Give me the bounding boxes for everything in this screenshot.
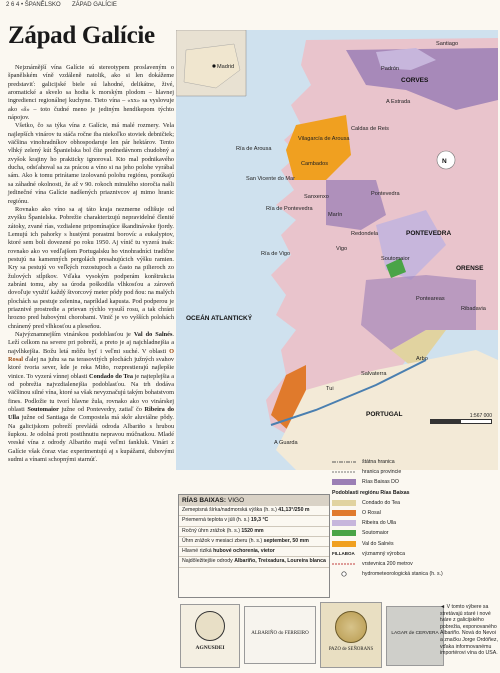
svg-text:PONTEVEDRA: PONTEVEDRA: [406, 230, 452, 237]
legend-item: hydrometeorologická stanica (h. s.): [332, 569, 498, 579]
legend-item: Val do Salnés: [332, 539, 498, 549]
wine-label: LAGAR de CERVERA: [386, 606, 444, 666]
svg-text:Tui: Tui: [326, 386, 334, 392]
svg-text:San Vicente do Mar: San Vicente do Mar: [246, 176, 296, 182]
legend-header: Podoblasti regiónu Rías Baixas: [332, 489, 410, 496]
climate-row: Hlavné riziká hubové ochorenia, vietor: [179, 547, 329, 557]
svg-text:ORENSE: ORENSE: [456, 265, 484, 272]
header-right: ZÁPAD GALÍCIE: [72, 2, 117, 8]
svg-text:Ría de Vigo: Ría de Vigo: [261, 251, 291, 257]
paragraph-1: Nejznámější vína Galície sú stereotypem proslaveným o španělském víně vzdáleně natolik, ako si len dokážeme predstaviť: galicijské biele sú lahodné, delikátne, živé, aromatické a skvelo sa hodia k morským plodom – hlavnej ingredienci regionálnej kuchyne. Tieto vína – «xx» sa vyslovuje ako «š» – toto čudné meno je jediným hendikepom týchto nápojov.: [8, 64, 174, 122]
legend-item: vrstevnica 200 metrov: [362, 560, 413, 567]
svg-text:A Guarda: A Guarda: [274, 440, 298, 446]
legend-item: Rías Baixas DO: [332, 477, 498, 487]
svg-text:Marín: Marín: [328, 212, 343, 218]
svg-text:Redondela: Redondela: [351, 231, 379, 237]
climate-row: Ročný úhrn zrážok (h. s.) 1520 mm: [179, 527, 329, 537]
svg-text:Soutomaior: Soutomaior: [381, 256, 410, 262]
svg-text:Ribadavia: Ribadavia: [461, 306, 486, 312]
svg-text:Padrón: Padrón: [381, 66, 400, 72]
svg-text:N: N: [442, 158, 447, 165]
page-title: Západ Galície: [8, 22, 155, 49]
body-text: [8, 64, 174, 465]
legend-item: Soutomaior: [332, 528, 498, 538]
svg-text:Ría de Arousa: Ría de Arousa: [236, 146, 272, 152]
svg-text:Vigo: Vigo: [336, 246, 348, 252]
wine-label: ALBARIÑO do FERREIRO: [244, 606, 316, 664]
svg-text:Santiago: Santiago: [436, 41, 459, 47]
header-left: 2 6 4 • ŠPANĚLSKO: [6, 2, 61, 8]
map-legend: [332, 457, 498, 579]
region-map: [176, 30, 498, 470]
svg-text:Ría de Pontevedra: Ría de Pontevedra: [266, 206, 313, 212]
svg-text:Madrid: Madrid: [217, 64, 235, 70]
wine-label: PAZO de SEÑORANS: [320, 602, 382, 668]
map-scale: 1:567 000: [430, 413, 492, 424]
climate-row: Najdôležitejšie odrody Albariño, Treixadura, Loureira blanca: [179, 557, 329, 567]
svg-text:Pontevedra: Pontevedra: [371, 191, 400, 197]
climate-row: Úhrn zrážok v mesiaci zberu (h. s.) september, 50 mm: [179, 537, 329, 547]
svg-text:Vilagarcía de Arousa: Vilagarcía de Arousa: [298, 136, 350, 142]
svg-text:Cambados: Cambados: [301, 161, 329, 167]
legend-item: hranica provincie: [362, 469, 402, 476]
legend-item: O Rosal: [332, 508, 498, 518]
climate-data-box: [178, 494, 330, 598]
svg-text:Caldas de Reis: Caldas de Reis: [351, 126, 389, 132]
svg-text:CORVES: CORVES: [401, 77, 429, 84]
climate-row: Zemepisná šírka/nadmorská výška (h. s.) 41,13°/250 m: [179, 506, 329, 516]
svg-text:PORTUGAL: PORTUGAL: [366, 411, 403, 418]
paragraph-4: Najvýznamnejším vinárskou podoblasťou je Val do Salnés. Leží celkom na severe pri pobreží, a preto je aj najchladnejšia a najvlhkejšia. Božu letá môžu byť i veľmi suché. V oblasti O Rosal ďalej na juhu sa na terasovitých plochách južných svahov ktoré tvoria sever, kde je reka Miño, rozprestierajú najlepšie vinice. To vyzerá vínnej oblasti Condado do Tea je najteplejšia a od pobrežia najvzdialenejšia podoblasťou. Na trh dodáva väčšinou silné vína, ktoré sa však nevyznačujú takým bohatstvom fines. Podložie tu tvorí hlavne žula, rovnako ako vo vinárskej oblasti Soutomaior južne od Pontevedry, zatiaľ čo Ribeira do Ulla južne od Santiaga de Compostela má skôr aluviálne pôdy. Na galicijskom pobreží prevládá odroda Albariño s hrubou šupkou. Je odolná proti postihnutiu nepravou múčnatkou. Mladé vreské vína z odrody Albariño majú veľmi fankluk. Vinári z Galície však čoraz viac experimentujú aj s kupážami, dubovými sudmi a vínami schopnými starnúť.: [8, 331, 174, 464]
legend-item: štátna hranica: [362, 459, 395, 465]
svg-text:Arbo: Arbo: [416, 356, 428, 362]
paragraph-2: Všetko, čo sa týka vína z Galície, má malé rozmery. Vela najlepších vinárov tu stáča ročne iba niekoľko stoviek debničiek; väčšina vinohradníkov obhospodaruje len pár hektárov. Tento vlhký zelený kút Španielska bol číte prednedávnom chudobný a zvyšok krajiny ho prakticky ignoroval. Kto mal podnikavého ducha, odsťahoval sa za prácou a víno si na jeho polohe vyrábal sám. Ako k tomu prirátame izolovanú polohu regiónu, ponúkajú sa záhadné okolnosti, že až v 90. rokoch minulého storočia našli jedinečné vína Galície nadšených priaznivcov aj mimo hranic regiónu.: [8, 122, 174, 205]
svg-text:OCEÁN ATLANTICKÝ: OCEÁN ATLANTICKÝ: [186, 315, 253, 322]
svg-text:Ponteareas: Ponteareas: [416, 296, 445, 302]
legend-item: FILLABOA významný výrobca: [332, 550, 405, 557]
paragraph-3: Rovnako ako víno sa aj táto kraja nezmerne odlišuje od zvyšku Španielska. Pobrežie charakterizujú nepravidelné členité zátoky, zvané rías, vzdialene pripomínajúce škandinávske fjordy. Lemujú ich pahorky s hustými porastmi borovíc a eukalyptov, ktoré sem boli dovezené po roku 1950. Aj vínič tu vyzerá inak: rovnako ako vo vedľajšom Portugalsku ho vinohradníci tradične pestujú na kamenných pergolách presahujúcich výšku ramien. Kry sa pestujú vo veľkých rozostupoch a často na pilieroch zo žulových stĺpikov. Vďaka vysokým podperám konštrukcia zabráni tomu, aby sa úroda poškodila vlhkosťou a zároveň dovoľuje využiť každý štvorcový meter pôdy pod ňou: na malých plochách sa pestuje zelenina, napríklad kapusta. Pod podperou je priaznivé prostredie a prievan rýchlo vysuší rosu, a tak chráni hrozno pred hubovými chorobami. Vinič je vo vyšších polohách chránený pred vlhkosťou a pleseňou.: [8, 205, 174, 330]
climate-box-title: RÍAS BAIXAS: VIGO: [179, 495, 329, 506]
page-header: [0, 0, 500, 12]
wine-label: AGNUSDEI: [180, 604, 240, 668]
legend-item: Condado do Tea: [332, 498, 498, 508]
climate-row: Priemerná teplota v júli (h. s.) 19,3 °C: [179, 516, 329, 526]
svg-text:Salvaterra: Salvaterra: [361, 371, 387, 377]
svg-text:Sanxenxo: Sanxenxo: [304, 194, 329, 200]
legend-item: Ribeira do Ulla: [332, 518, 498, 528]
svg-text:A Estrada: A Estrada: [386, 99, 411, 105]
labels-caption: ◄ V tomto výbere sa stretávajú staré i nové tváre z galicijského pobrežia, exponovaného Albariño. Nová do Nevoi a značku Jorge Ordóñez, vďaka informovanému importérovi vína do USA.: [440, 604, 498, 657]
